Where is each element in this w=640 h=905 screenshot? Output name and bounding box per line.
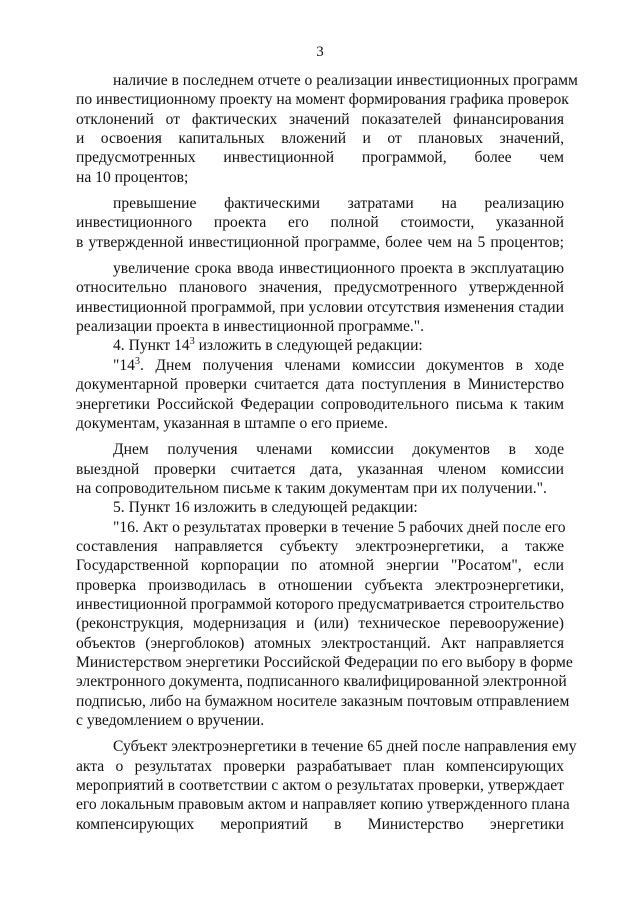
text-line [76,795,570,814]
text-line [76,815,564,834]
superscript: 3 [134,355,140,367]
text-line-content: в утвержденной инвестиционной программе, более чем на 5 процентов; [76,233,564,251]
text-line [76,440,564,459]
text-line-content: Министерством энергетики Российской Федерации по его выбору в форме [76,653,573,671]
text-line [76,460,564,479]
text-line-content: составления направляется субъекту электроэнергетики, а также [76,537,564,555]
text-line [76,129,564,148]
text-line [76,298,564,317]
text-line [76,414,564,433]
text-line [76,90,569,109]
text-line [76,711,564,730]
text-line-content: акта о результатах проверки разрабатывает план компенсирующих [76,757,564,775]
text-line [76,375,564,394]
text-line [76,498,564,517]
text-line [76,278,564,297]
text-line [76,110,564,129]
text-line-content: 4. Пункт 14 [113,337,190,355]
text-line [76,213,564,232]
text-line-content: проверка производилась в отношении субъекта электроэнергетики, [76,576,564,594]
text-line-content: подписью, либо на бумажном носителе заказным почтовым отправлением [76,692,570,710]
text-line [76,595,564,614]
text-line [76,556,564,575]
text-line [76,757,564,776]
text-line-content: 5. Пункт 16 изложить в следующей редакции: [113,499,418,517]
text-line [76,336,564,355]
text-line-content: "14 [113,356,135,374]
text-line [76,71,578,90]
superscript: 3 [189,336,195,348]
text-line [76,737,577,756]
text-line [76,518,564,537]
text-line-content: наличие в последнем отчете о реализации инвестиционных программ [113,72,578,89]
text-line-content: относительно планового значения, предусмотренного утвержденной [76,279,564,297]
text-line-content: превышение фактическими затратами на реализацию [113,195,564,213]
text-line-content: энергетики Российской Федерации сопроводительного письма к таким [76,395,564,413]
text-line-continuation: изложить в следующей редакции: [194,337,423,355]
text-line [76,692,570,711]
text-line [76,259,564,278]
text-line [76,653,573,672]
text-line [76,168,564,187]
text-line-content: по инвестиционному проекту на момент формирования графика проверок [76,91,569,109]
text-line-content: документам, указанная в штампе о его приеме. [76,414,388,432]
page-number: 3 [316,44,324,60]
text-line [76,634,564,653]
text-line-content: (реконструкция, модернизация и (или) техническое перевооружение) [76,615,564,633]
text-line-content: объектов (энергоблоков) атомных электростанций. Акт направляется [76,634,564,652]
text-line-content: инвестиционного проекта его полной стоимости, указанной [76,214,564,232]
text-line-content: с уведомлением о вручении. [76,712,265,729]
text-line [76,776,564,795]
text-line-continuation: . Днем получения членами комиссии документов в ходе [139,356,564,374]
text-line-content: инвестиционной программой которого предусматривается строительство [76,595,564,613]
text-line-content: "16. Акт о результатах проверки в течение 5 рабочих дней после его [113,518,566,536]
text-line-content: отклонений от фактических значений показателей финансирования [76,110,564,128]
text-line-content: его локальным правовым актом и направляет копию утвержденного плана [76,796,570,814]
text-line [76,356,564,375]
text-line-content: Государственной корпорации по атомной энергии "Росатом", если [76,557,564,575]
text-line-content: реализации проекта в инвестиционной программе.". [76,318,425,336]
text-line-content: Субъект электроэнергетики в течение 65 дней после направления ему [113,738,577,756]
text-line-content: на 10 процентов; [76,168,189,186]
text-line [76,614,564,633]
text-line-content: мероприятий в соответствии с актом о результатах проверки, утверждает [76,777,564,795]
text-line [76,479,564,498]
text-line [76,194,564,213]
text-line [76,233,564,252]
text-line-content: документарной проверки считается дата поступления в Министерство [76,376,564,394]
text-line-content: электронного документа, подписанного квалифицированной электронной [76,673,567,691]
text-line [76,148,564,167]
text-line [76,537,564,556]
text-line-content: компенсирующих мероприятий в Министерство энергетики [76,815,564,833]
text-line [76,672,567,691]
text-line-content: увеличение срока ввода инвестиционного проекта в эксплуатацию [113,260,564,278]
text-line-content: Днем получения членами комиссии документов в ходе [113,441,564,459]
document-body [76,71,578,834]
text-line-content: инвестиционной программой, при условии отсутствия изменения стадии [76,298,564,316]
text-line [76,576,564,595]
text-line-content: предусмотренных инвестиционной программой, более чем [76,149,564,167]
text-line-content: и освоения капитальных вложений и от плановых значений, [76,130,564,148]
text-line-content: на сопроводительном письме к таким документам при их получении.". [76,479,547,497]
text-line [76,317,564,336]
text-line [76,395,564,414]
text-line-content: выездной проверки считается дата, указанная членом комиссии [76,460,564,478]
